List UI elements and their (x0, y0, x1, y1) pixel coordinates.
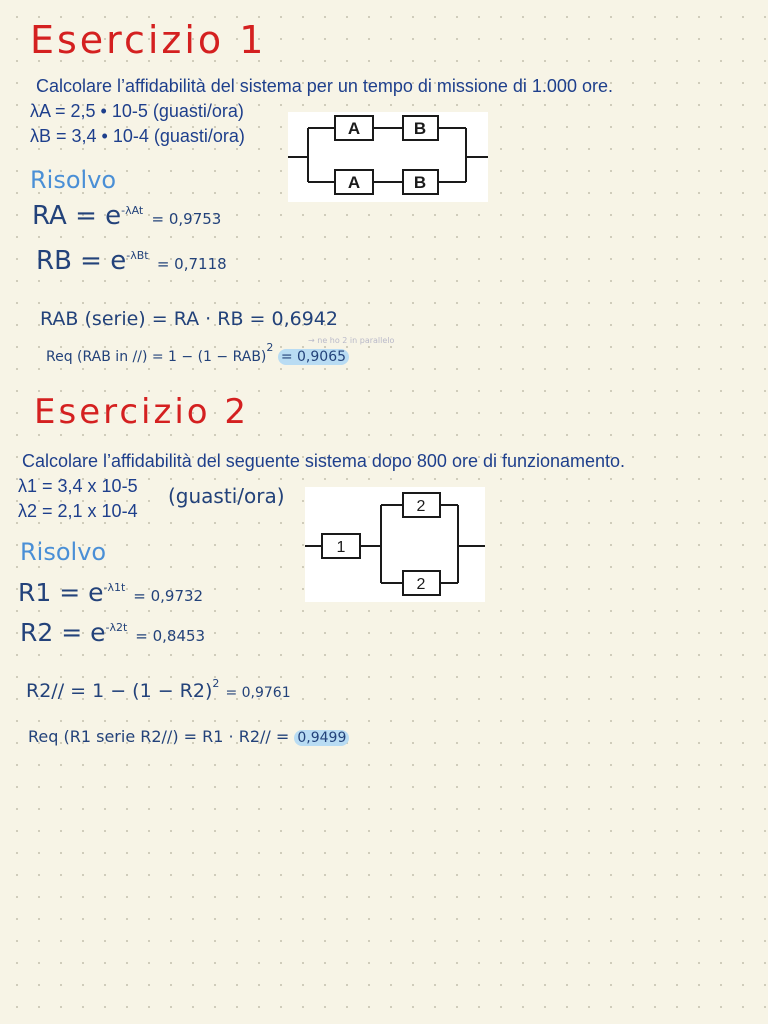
units-label: (guasti/ora) (168, 484, 285, 508)
label-a-top: A (347, 119, 361, 138)
req-formula-1: Req (RAB in //) = 1 − (1 − RAB)$^2$ = 0,9065 (46, 349, 349, 365)
series-parallel-diagram (305, 487, 485, 602)
lambda-2-text: λ2 = 2,1 x 10-4 (18, 501, 138, 521)
exercise-1-title: Esercizio 1 (30, 18, 267, 62)
r2-formula: $R2 = e^{-\lambda 2t} = 0,8453$ (20, 618, 206, 647)
risolvo-label-1: Risolvo (30, 166, 117, 194)
ra-formula: RA = $e^{-\lambda At} = 0,9753$ (32, 201, 222, 231)
side-note: → ne ho 2 in parallelo (308, 336, 395, 345)
label-a-bottom: A (347, 173, 361, 192)
req-formula-2: Req (R1 serie R2//) = R1 · R2// = 0,9499 (28, 727, 349, 746)
rb-formula: RB = $e^{-\lambda Bt} = 0,7118$ (36, 246, 227, 276)
label-1: 1 (336, 539, 346, 556)
label-2-bottom: 2 (416, 576, 426, 593)
lambda-a-text: λA = 2,5 • 10-5 (guasti/ora) (30, 101, 244, 121)
exercise-2-statement: Calcolare l’affidabilità del seguente sistema dopo 800 ore di funzionamento. (22, 451, 626, 471)
rab-formula: RAB (serie) = RA · RB = 0,6942 (40, 308, 338, 330)
r2-parallel-formula: $R2// = 1 - (1 - R2)^2 = 0,9761$ (26, 677, 291, 702)
label-b-top: B (413, 119, 427, 138)
parallel-series-diagram (288, 112, 488, 202)
lambda-b-text: λB = 3,4 • 10-4 (guasti/ora) (30, 126, 245, 146)
label-2-top: 2 (416, 498, 426, 515)
lambda-1-text: λ1 = 3,4 x 10-5 (18, 476, 138, 496)
label-b-bottom: B (413, 173, 427, 192)
exercise-1-statement: Calcolare l’affidabilità del sistema per un tempo di missione di 1.000 ore. (36, 76, 613, 96)
risolvo-label-2: Risolvo (20, 538, 107, 566)
exercise-2-title: Esercizio 2 (34, 392, 250, 432)
r1-formula: $R1 = e^{-\lambda 1t} = 0,9732$ (18, 578, 204, 607)
